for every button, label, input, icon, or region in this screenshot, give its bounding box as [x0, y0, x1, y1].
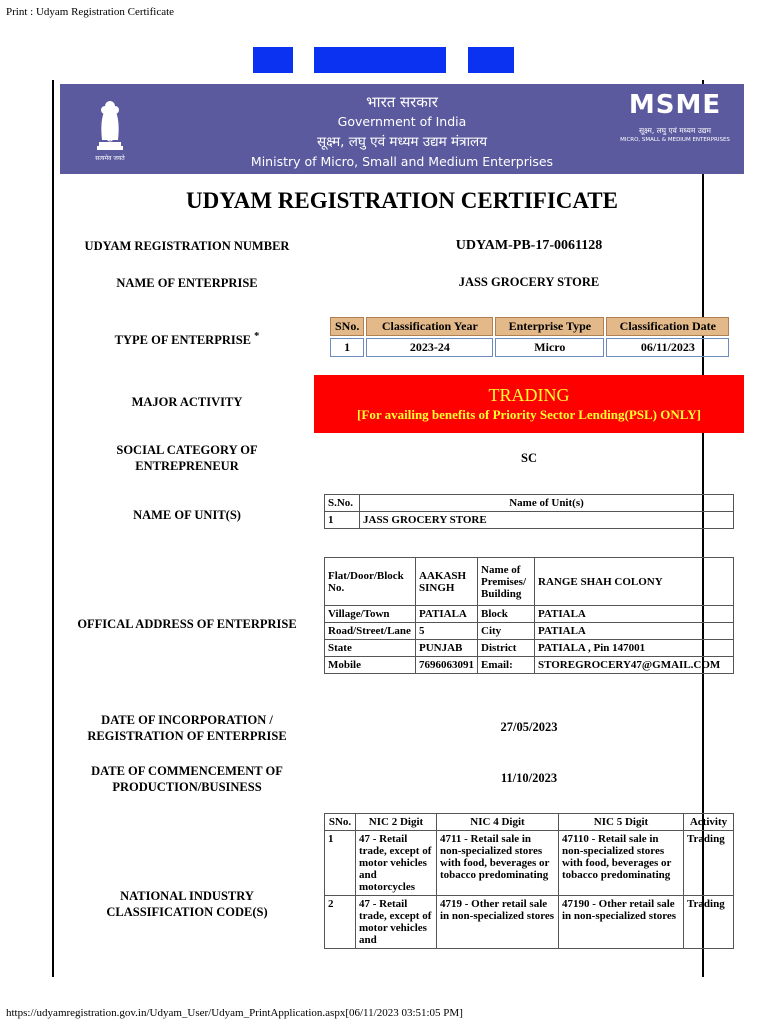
psl-note: [For availing benefits of Priority Sector Lending(PSL) ONLY] [357, 407, 701, 422]
msme-logo [620, 90, 730, 150]
download-button[interactable] [314, 47, 446, 73]
units-label: NAME OF UNIT(S) [133, 508, 241, 522]
units-col-sno: S.No. [325, 495, 360, 512]
msme-logo-text: MSME [628, 90, 722, 120]
enterprise-name-value: JASS GROCERY STORE [458, 275, 600, 289]
addr-road-label: Road/Street/Lane [325, 623, 416, 640]
address-label: OFFICAL ADDRESS OF ENTERPRISE [77, 617, 297, 631]
commencement-date-label [62, 763, 312, 795]
govt-english: Government of India [337, 114, 467, 129]
commencement-date-label-line2: PRODUCTION/BUSINESS [112, 780, 262, 794]
address-table [324, 557, 734, 674]
col-sno: SNo. [330, 317, 364, 336]
close-button[interactable] [468, 47, 514, 73]
page-cut-mask [0, 977, 768, 1003]
addr-road-value: 5 [416, 623, 478, 640]
cell-ent-type: Micro [495, 338, 604, 357]
addr-email-value: STOREGROCERY47@GMAIL.COM [535, 657, 734, 674]
nic-cell: 47 - Retail trade, except of motor vehicles and [356, 896, 437, 949]
incorporation-date-label-line2: REGISTRATION OF ENTERPRISE [87, 729, 287, 743]
certificate-title: UDYAM REGISTRATION CERTIFICATE [185, 188, 618, 213]
nic-col-sno: SNo. [325, 814, 356, 831]
nic-cell: Trading [684, 831, 734, 896]
addr-mobile-value: 7696063091 [416, 657, 478, 674]
msme-logo-english: MICRO, SMALL & MEDIUM ENTERPRISES [620, 137, 730, 143]
msme-logo-hindi: सूक्ष्म, लघु एवं मध्यम उद्यम [638, 126, 712, 135]
cell-sno: 1 [330, 338, 364, 357]
addr-city-label: City [478, 623, 535, 640]
enterprise-name-label: NAME OF ENTERPRISE [116, 276, 258, 290]
addr-state-value: PUNJAB [416, 640, 478, 657]
major-activity-value: TRADING [488, 385, 570, 405]
nic-cell: Trading [684, 896, 734, 949]
addr-block-value: PATIALA [535, 606, 734, 623]
addr-city-value: PATIALA [535, 623, 734, 640]
addr-flat-value: AAKASH SINGH [416, 558, 478, 606]
asterisk: * [254, 331, 260, 342]
social-category-value: SC [521, 451, 537, 465]
table-row [325, 831, 734, 896]
emblem-caption: सत्यमेव जयते [95, 155, 125, 162]
incorporation-date-label [62, 712, 312, 744]
commencement-date-label-line1: DATE OF COMMENCEMENT OF [91, 764, 283, 778]
enterprise-type-table [328, 315, 731, 359]
table-row [325, 896, 734, 949]
addr-village-label: Village/Town [325, 606, 416, 623]
nic-label [62, 888, 312, 920]
nic-label-line1: NATIONAL INDUSTRY [120, 889, 254, 903]
col-ent-type: Enterprise Type [495, 317, 604, 336]
nic-table [324, 813, 734, 949]
enterprise-type-label-text: TYPE OF ENTERPRISE [114, 333, 252, 348]
addr-premises-value: RANGE SHAH COLONY [535, 558, 734, 606]
col-class-date: Classification Date [606, 317, 729, 336]
addr-block-label: Block [478, 606, 535, 623]
incorporation-date-value: 27/05/2023 [500, 720, 558, 734]
units-table [324, 494, 734, 529]
cell-class-year: 2023-24 [366, 338, 493, 357]
units-cell-sno: 1 [325, 512, 360, 529]
nic-label-line2: CLASSIFICATION CODE(S) [106, 905, 268, 919]
print-title: Print : Udyam Registration Certificate [6, 6, 175, 18]
nic-col-5digit: NIC 5 Digit [559, 814, 684, 831]
social-category-label-line1: SOCIAL CATEGORY OF [116, 443, 258, 457]
addr-state-label: State [325, 640, 416, 657]
incorporation-date-label-line1: DATE OF INCORPORATION / [101, 713, 273, 727]
addr-mobile-label: Mobile [325, 657, 416, 674]
cell-class-date: 06/11/2023 [606, 338, 729, 357]
govt-hindi: भारत सरकार [366, 93, 438, 111]
reg-number-value: UDYAM-PB-17-0061128 [455, 238, 603, 253]
nic-cell: 47110 - Retail sale in non-specialized stores with food, beverages or tobacco predominating [559, 831, 684, 896]
footer-url: https://udyamregistration.gov.in/Udyam_User/Udyam_PrintApplication.aspx[06/11/2023 03:51:05 PM] [6, 1007, 463, 1019]
major-activity-label: MAJOR ACTIVITY [131, 395, 243, 409]
nic-cell: 47190 - Other retail sale in non-specialized stores [559, 896, 684, 949]
units-col-name: Name of Unit(s) [360, 495, 734, 512]
addr-district-label: District [478, 640, 535, 657]
ministry-hindi: सूक्ष्म, लघु एवं मध्यम उद्यम मंत्रालय [316, 134, 488, 150]
addr-email-label: Email: [478, 657, 535, 674]
print-button[interactable] [253, 47, 293, 73]
addr-flat-label: Flat/Door/Block No. [325, 558, 416, 606]
ministry-english: Ministry of Micro, Small and Medium Enterprises [250, 154, 554, 169]
social-category-label-line2: ENTREPRENEUR [135, 459, 239, 473]
addr-district-value: PATIALA , Pin 147001 [535, 640, 734, 657]
commencement-date-value: 11/10/2023 [500, 771, 558, 785]
nic-cell: 2 [325, 896, 356, 949]
major-activity-box [314, 375, 744, 433]
nic-cell: 1 [325, 831, 356, 896]
units-cell-name: JASS GROCERY STORE [360, 512, 734, 529]
nic-cell: 4719 - Other retail sale in non-specialized stores [437, 896, 559, 949]
social-category-label [62, 442, 312, 474]
nic-col-2digit: NIC 2 Digit [356, 814, 437, 831]
enterprise-type-label [62, 329, 312, 348]
addr-village-value: PATIALA [416, 606, 478, 623]
addr-premises-label: Name of Premises/ Building [478, 558, 535, 606]
nic-col-activity: Activity [684, 814, 734, 831]
nic-cell: 47 - Retail trade, except of motor vehicles and motorcycles [356, 831, 437, 896]
nic-col-4digit: NIC 4 Digit [437, 814, 559, 831]
ministry-banner [60, 84, 744, 174]
col-class-year: Classification Year [366, 317, 493, 336]
nic-cell: 4711 - Retail sale in non-specialized stores with food, beverages or tobacco predominating [437, 831, 559, 896]
reg-number-label: UDYAM REGISTRATION NUMBER [84, 239, 290, 253]
